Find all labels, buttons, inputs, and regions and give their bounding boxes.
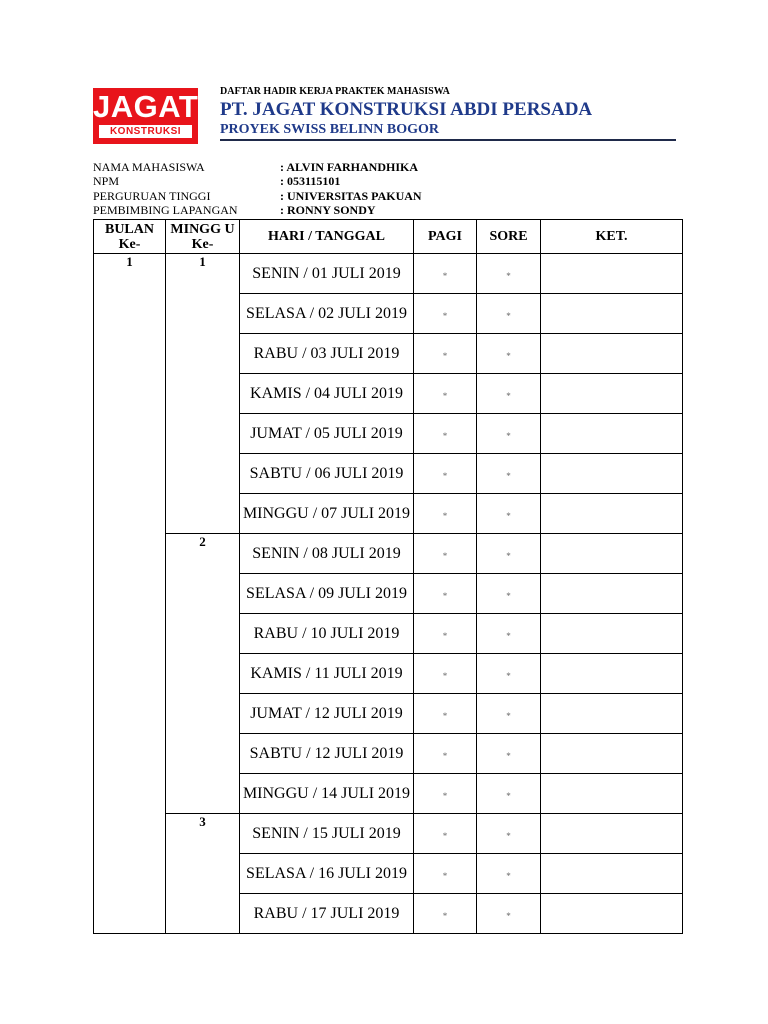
pagi-mark: * bbox=[442, 550, 448, 561]
header-divider bbox=[220, 139, 676, 141]
ket-cell bbox=[541, 374, 683, 414]
day-date-cell: JUMAT / 05 JULI 2019 bbox=[240, 414, 414, 454]
pagi-cell bbox=[414, 814, 477, 854]
pagi-cell bbox=[414, 734, 477, 774]
header-hari-tanggal: HARI / TANGGAL bbox=[240, 220, 414, 254]
sore-mark: * bbox=[506, 430, 511, 441]
pagi-mark: * bbox=[442, 310, 448, 321]
pagi-cell bbox=[414, 774, 477, 814]
day-date-cell: KAMIS / 04 JULI 2019 bbox=[240, 374, 414, 414]
sore-mark: * bbox=[506, 350, 511, 361]
table-row bbox=[94, 254, 683, 294]
sore-mark: * bbox=[506, 550, 511, 561]
sore-mark: * bbox=[506, 790, 511, 801]
pagi-cell bbox=[414, 334, 477, 374]
pagi-mark: * bbox=[442, 270, 448, 281]
sore-cell bbox=[477, 574, 541, 614]
sore-mark: * bbox=[506, 630, 511, 641]
day-date-cell: JUMAT / 12 JULI 2019 bbox=[240, 694, 414, 734]
pagi-cell bbox=[414, 574, 477, 614]
sore-mark: * bbox=[506, 910, 511, 921]
attendance-table bbox=[93, 219, 683, 934]
company-name: PT. JAGAT KONSTRUKSI ABDI PERSADA bbox=[220, 99, 593, 120]
document-title: DAFTAR HADIR KERJA PRAKTEK MAHASISWA bbox=[220, 86, 450, 97]
sore-cell bbox=[477, 334, 541, 374]
sore-mark: * bbox=[506, 830, 511, 841]
sore-cell bbox=[477, 774, 541, 814]
ket-cell bbox=[541, 654, 683, 694]
sore-mark: * bbox=[506, 270, 511, 281]
ket-cell bbox=[541, 534, 683, 574]
sore-mark: * bbox=[506, 470, 511, 481]
sore-mark: * bbox=[506, 510, 511, 521]
ket-cell bbox=[541, 454, 683, 494]
sore-cell bbox=[477, 854, 541, 894]
pagi-mark: * bbox=[442, 910, 448, 921]
day-date-cell: KAMIS / 11 JULI 2019 bbox=[240, 654, 414, 694]
ket-cell bbox=[541, 614, 683, 654]
logo-main-text: JAGAT bbox=[93, 89, 199, 124]
ket-cell bbox=[541, 294, 683, 334]
table-header-row bbox=[94, 220, 683, 254]
sore-mark: * bbox=[506, 310, 511, 321]
day-date-cell: SABTU / 06 JULI 2019 bbox=[240, 454, 414, 494]
header-sore: SORE bbox=[477, 220, 541, 254]
sore-cell bbox=[477, 734, 541, 774]
sore-cell bbox=[477, 454, 541, 494]
day-date-cell: RABU / 03 JULI 2019 bbox=[240, 334, 414, 374]
pagi-mark: * bbox=[442, 350, 448, 361]
pagi-cell bbox=[414, 454, 477, 494]
ket-cell bbox=[541, 254, 683, 294]
attendance-body bbox=[94, 254, 683, 934]
pagi-cell bbox=[414, 894, 477, 934]
ket-cell bbox=[541, 894, 683, 934]
sore-cell bbox=[477, 694, 541, 734]
sore-cell bbox=[477, 374, 541, 414]
ket-cell bbox=[541, 334, 683, 374]
sore-cell bbox=[477, 654, 541, 694]
ket-cell bbox=[541, 814, 683, 854]
pagi-mark: * bbox=[442, 590, 448, 601]
minggu-cell: 3 bbox=[166, 814, 240, 934]
info-label-npm: NPM bbox=[93, 174, 120, 188]
info-value-npm: : 053115101 bbox=[280, 174, 341, 188]
sore-cell bbox=[477, 294, 541, 334]
pagi-mark: * bbox=[442, 670, 448, 681]
company-logo bbox=[93, 88, 198, 144]
pagi-mark: * bbox=[442, 790, 448, 801]
pagi-mark: * bbox=[442, 710, 448, 721]
pagi-mark: * bbox=[442, 630, 448, 641]
pagi-mark: * bbox=[442, 750, 448, 761]
header-bulan: BULAN Ke- bbox=[94, 220, 166, 254]
day-date-cell: MINGGU / 14 JULI 2019 bbox=[240, 774, 414, 814]
info-value-name: : ALVIN FARHANDHIKA bbox=[280, 160, 419, 174]
minggu-cell: 1 bbox=[166, 254, 240, 534]
pagi-mark: * bbox=[442, 830, 448, 841]
ket-cell bbox=[541, 574, 683, 614]
project-name: PROYEK SWISS BELINN BOGOR bbox=[220, 122, 439, 137]
table-row bbox=[94, 534, 683, 574]
info-label-supervisor: PEMBIMBING LAPANGAN bbox=[93, 203, 238, 217]
day-date-cell: SELASA / 09 JULI 2019 bbox=[240, 574, 414, 614]
header-pagi: PAGI bbox=[414, 220, 477, 254]
info-value-university: : UNIVERSITAS PAKUAN bbox=[280, 189, 422, 203]
sore-cell bbox=[477, 534, 541, 574]
day-date-cell: SELASA / 16 JULI 2019 bbox=[240, 854, 414, 894]
sore-mark: * bbox=[506, 870, 511, 881]
table-row bbox=[94, 814, 683, 854]
sore-mark: * bbox=[506, 590, 511, 601]
header-minggu: MINGG U Ke- bbox=[166, 220, 240, 254]
ket-cell bbox=[541, 774, 683, 814]
sore-mark: * bbox=[506, 670, 511, 681]
header-ket: KET. bbox=[541, 220, 683, 254]
sore-cell bbox=[477, 414, 541, 454]
pagi-mark: * bbox=[442, 390, 448, 401]
pagi-cell bbox=[414, 414, 477, 454]
sore-cell bbox=[477, 814, 541, 854]
bulan-cell: 1 bbox=[94, 254, 166, 934]
ket-cell bbox=[541, 694, 683, 734]
sore-cell bbox=[477, 254, 541, 294]
info-label-name: NAMA MAHASISWA bbox=[93, 160, 205, 174]
sore-mark: * bbox=[506, 750, 511, 761]
day-date-cell: MINGGU / 07 JULI 2019 bbox=[240, 494, 414, 534]
sore-cell bbox=[477, 894, 541, 934]
minggu-cell: 2 bbox=[166, 534, 240, 814]
pagi-cell bbox=[414, 374, 477, 414]
pagi-mark: * bbox=[442, 510, 448, 521]
pagi-cell bbox=[414, 694, 477, 734]
sore-cell bbox=[477, 614, 541, 654]
pagi-mark: * bbox=[442, 470, 448, 481]
info-value-supervisor: : RONNY SONDY bbox=[280, 203, 376, 217]
pagi-mark: * bbox=[442, 430, 448, 441]
day-date-cell: SENIN / 15 JULI 2019 bbox=[240, 814, 414, 854]
pagi-cell bbox=[414, 534, 477, 574]
ket-cell bbox=[541, 494, 683, 534]
pagi-cell bbox=[414, 294, 477, 334]
pagi-cell bbox=[414, 614, 477, 654]
pagi-cell bbox=[414, 254, 477, 294]
ket-cell bbox=[541, 734, 683, 774]
ket-cell bbox=[541, 414, 683, 454]
pagi-cell bbox=[414, 494, 477, 534]
pagi-mark: * bbox=[442, 870, 448, 881]
sore-mark: * bbox=[506, 710, 511, 721]
day-date-cell: RABU / 17 JULI 2019 bbox=[240, 894, 414, 934]
logo-sub-text: KONSTRUKSI bbox=[99, 125, 192, 138]
sore-mark: * bbox=[506, 390, 511, 401]
day-date-cell: SABTU / 12 JULI 2019 bbox=[240, 734, 414, 774]
ket-cell bbox=[541, 854, 683, 894]
pagi-cell bbox=[414, 854, 477, 894]
info-label-university: PERGURUAN TINGGI bbox=[93, 189, 211, 203]
day-date-cell: SENIN / 08 JULI 2019 bbox=[240, 534, 414, 574]
sore-cell bbox=[477, 494, 541, 534]
day-date-cell: SELASA / 02 JULI 2019 bbox=[240, 294, 414, 334]
day-date-cell: SENIN / 01 JULI 2019 bbox=[240, 254, 414, 294]
day-date-cell: RABU / 10 JULI 2019 bbox=[240, 614, 414, 654]
pagi-cell bbox=[414, 654, 477, 694]
